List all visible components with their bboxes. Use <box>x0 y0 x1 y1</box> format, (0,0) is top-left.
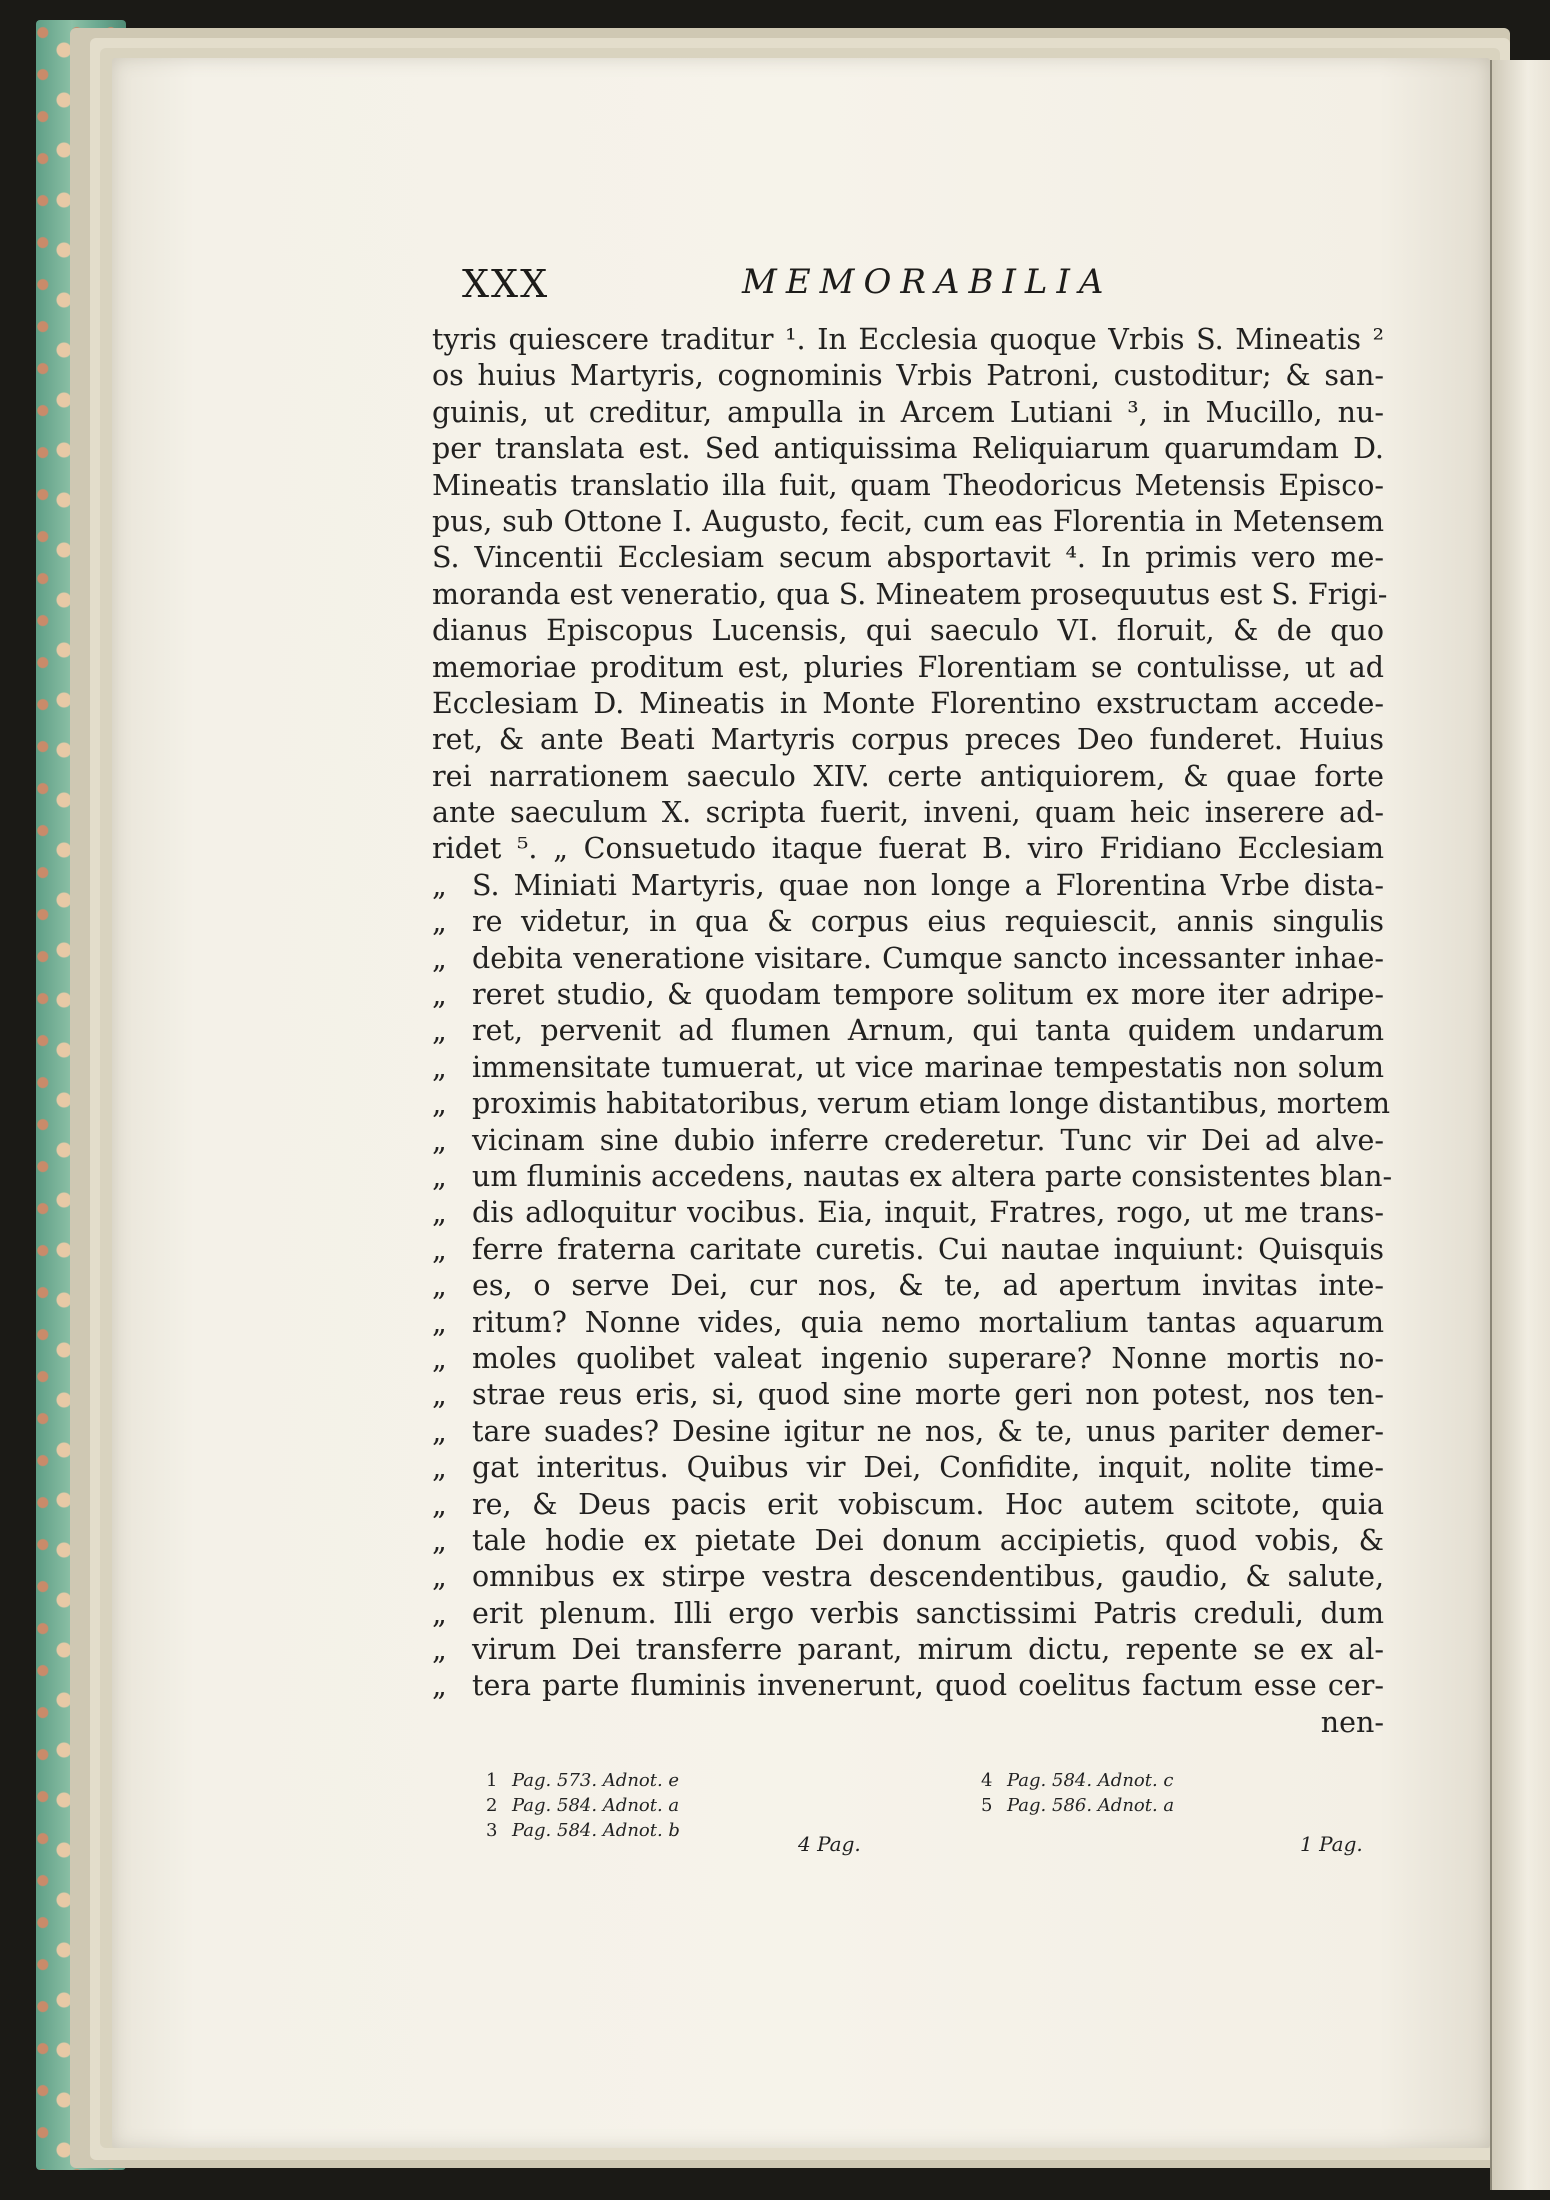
text-line-content: omnibus ex stirpe vestra descendentibus, gaudio, & salute, <box>472 1560 1384 1594</box>
footnote <box>486 1795 906 1820</box>
text-line <box>432 1668 1384 1704</box>
text-line-content: pus, sub Ottone I. Augusto, fecit, cum eas Florentia in Metensem <box>432 504 1384 538</box>
text-line-content: tale hodie ex pietate Dei donum accipietis, quod vobis, & <box>472 1523 1384 1557</box>
text-line <box>432 977 1384 1013</box>
text-line <box>432 1123 1384 1159</box>
text-line-content: ritum? Nonne vides, quia nemo mortalium tantas aquarum <box>472 1305 1384 1339</box>
footnote <box>486 1770 906 1795</box>
text-line-content: tare suades? Desine igitur ne nos, & te, unus pariter demer- <box>472 1414 1384 1448</box>
footnote-text: Pag. 584. Adnot. c <box>1007 1770 1174 1791</box>
text-line-content: S. Vincentii Ecclesiam secum absportavit ⁴. In primis vero me- <box>432 541 1384 575</box>
text-line <box>432 868 1384 904</box>
text-line <box>432 1050 1384 1086</box>
text-line-content: dis adloquitur vocibus. Eia, inquit, Fratres, rogo, ut me trans- <box>472 1196 1384 1230</box>
quotation-mark: „ <box>432 1669 447 1703</box>
footnotes-right-column <box>981 1770 1401 1820</box>
text-line <box>432 1487 1384 1523</box>
quotation-mark: „ <box>432 1378 447 1412</box>
text-line <box>432 1086 1391 1122</box>
text-line-content: immensitate tumuerat, ut vice marinae tempestatis non solum <box>472 1050 1384 1084</box>
text-line-content: rei narrationem saeculo XIV. certe antiquiorem, & quae forte <box>432 759 1384 793</box>
quotation-mark: „ <box>432 905 447 939</box>
text-line-content: tera parte fluminis invenerunt, quod coelitus factum esse cer- <box>472 1669 1384 1703</box>
footnote <box>981 1770 1401 1795</box>
text-line-content: ridet ⁵. „ Consuetudo itaque fuerat B. viro Fridiano Ecclesiam <box>432 832 1384 866</box>
quotation-mark: „ <box>432 868 447 902</box>
quotation-mark: „ <box>432 941 447 975</box>
text-line-content: moles quolibet valeat ingenio superare? Nonne mortis no- <box>472 1341 1384 1375</box>
text-line-content: re, & Deus pacis erit vobiscum. Hoc autem scitote, quia <box>472 1487 1384 1521</box>
text-line <box>432 941 1384 977</box>
quotation-mark: „ <box>432 1232 447 1266</box>
footnote <box>981 1795 1401 1820</box>
text-line <box>432 904 1384 940</box>
text-line-content: Mineatis translatio illa fuit, quam Theodoricus Metensis Episco- <box>432 468 1384 502</box>
text-line <box>432 1341 1384 1377</box>
quotation-mark: „ <box>432 1305 447 1339</box>
text-line <box>432 1559 1384 1595</box>
quotation-mark: „ <box>432 1196 447 1230</box>
text-line <box>432 431 1384 467</box>
footnote-text: Pag. 573. Adnot. e <box>512 1770 680 1791</box>
footnote-text: Pag. 584. Adnot. a <box>512 1795 680 1816</box>
text-line-content: os huius Martyris, cognominis Vrbis Patroni, custoditur; & san- <box>432 359 1384 393</box>
text-line-content: moranda est veneratio, qua S. Mineatem prosequutus est S. Frigi- <box>432 577 1388 611</box>
text-line-content: guinis, ut creditur, ampulla in Arcem Lutiani ³, in Mucillo, nu- <box>432 395 1384 429</box>
text-line-content: ret, & ante Beati Martyris corpus preces Deo funderet. Huius <box>432 723 1384 757</box>
text-line-content: virum Dei transferre parant, mirum dictu, repente se ex al- <box>472 1633 1384 1667</box>
text-line-content: ferre fraterna caritate curetis. Cui nautae inquiunt: Quisquis <box>472 1232 1384 1266</box>
text-line <box>432 759 1384 795</box>
text-line-content: per translata est. Sed antiquissima Reliquiarum quarumdam D. <box>432 432 1384 466</box>
signature-mark: 1 Pag. <box>1300 1832 1363 1856</box>
text-line <box>432 1305 1384 1341</box>
footnote-number: 2 <box>486 1795 498 1816</box>
quotation-mark: „ <box>432 1451 447 1485</box>
footnotes <box>486 1770 1376 1880</box>
text-line-content: dianus Episcopus Lucensis, qui saeculo VI. floruit, & de quo <box>432 614 1384 648</box>
text-line <box>432 1377 1384 1413</box>
quotation-mark: „ <box>432 1596 447 1630</box>
quotation-mark: „ <box>432 1050 447 1084</box>
text-line-content: um fluminis accedens, nautas ex altera parte consistentes blan- <box>472 1159 1393 1193</box>
text-line <box>432 1159 1393 1195</box>
footnote-text: Pag. 584. Adnot. b <box>512 1820 680 1841</box>
footnote-text: Pag. 586. Adnot. a <box>1007 1795 1175 1816</box>
text-line <box>432 686 1384 722</box>
text-line <box>432 1450 1384 1486</box>
text-line <box>432 831 1384 867</box>
text-line-content: tyris quiescere traditur ¹. In Ecclesia quoque Vrbis S. Mineatis ² <box>432 323 1384 356</box>
text-line-content: erit plenum. Illi ergo verbis sanctissimi Patris creduli, dum <box>472 1596 1384 1630</box>
text-line <box>432 1195 1384 1231</box>
text-line-content: ret, pervenit ad flumen Arnum, qui tanta quidem undarum <box>472 1014 1384 1048</box>
text-line <box>432 1013 1384 1049</box>
text-line <box>432 1232 1384 1268</box>
footnote-number: 1 <box>486 1770 498 1791</box>
quotation-mark: „ <box>432 1123 447 1157</box>
quotation-mark: „ <box>432 978 447 1012</box>
body-text <box>432 322 1393 1741</box>
text-line <box>432 577 1388 613</box>
quotation-mark: „ <box>432 1487 447 1521</box>
text-line-content: memoriae proditum est, pluries Florentiam se contulisse, ut ad <box>432 650 1384 684</box>
text-line-content: gat interitus. Quibus vir Dei, Confidite, inquit, nolite time- <box>472 1451 1384 1485</box>
facing-page-edge <box>1490 60 1550 2190</box>
text-line-content: strae reus eris, si, quod sine morte geri non potest, nos ten- <box>472 1378 1384 1412</box>
text-line <box>432 395 1384 431</box>
text-line <box>432 650 1384 686</box>
text-line <box>432 722 1384 758</box>
text-line <box>432 504 1384 540</box>
quotation-mark: „ <box>432 1087 447 1121</box>
footnote-number: 3 <box>486 1820 498 1841</box>
running-title: MEMORABILIA <box>742 262 1113 302</box>
page-header <box>462 262 1382 308</box>
text-line <box>432 322 1384 358</box>
text-line-content: re videtur, in qua & corpus eius requiescit, annis singulis <box>472 905 1384 939</box>
text-line <box>432 613 1384 649</box>
footnote-number: 5 <box>981 1795 993 1816</box>
text-line-content: Ecclesiam D. Mineatis in Monte Florentino exstructam accede- <box>432 686 1384 720</box>
text-line <box>432 1632 1384 1668</box>
text-line-content: S. Miniati Martyris, quae non longe a Florentina Vrbe dista- <box>472 868 1384 902</box>
text-line-content: vicinam sine dubio inferre crederetur. Tunc vir Dei ad alve- <box>472 1123 1384 1157</box>
text-line <box>432 1596 1384 1632</box>
folio-number: XXX <box>462 262 550 306</box>
text-line <box>432 1523 1384 1559</box>
text-line <box>432 795 1384 831</box>
signature-mark: 4 Pag. <box>798 1832 861 1856</box>
text-line <box>432 358 1384 394</box>
quotation-mark: „ <box>432 1633 447 1667</box>
text-line <box>432 540 1384 576</box>
text-line <box>432 1414 1384 1450</box>
catchword-line <box>432 1705 1384 1741</box>
quotation-mark: „ <box>432 1159 447 1193</box>
quotation-mark: „ <box>432 1014 447 1048</box>
quotation-mark: „ <box>432 1560 447 1594</box>
text-line-content: reret studio, & quodam tempore solitum ex more iter adripe- <box>472 978 1384 1012</box>
text-line-content: debita veneratione visitare. Cumque sancto incessanter inhae- <box>472 941 1384 975</box>
text-line-content: es, o serve Dei, cur nos, & te, ad apertum invitas inte- <box>472 1269 1384 1303</box>
quotation-mark: „ <box>432 1523 447 1557</box>
text-line <box>432 1268 1384 1304</box>
quotation-mark: „ <box>432 1341 447 1375</box>
text-line-content: proximis habitatoribus, verum etiam longe distantibus, mortem <box>472 1087 1391 1121</box>
text-line <box>432 468 1384 504</box>
quotation-mark: „ <box>432 1414 447 1448</box>
footnote-number: 4 <box>981 1770 993 1791</box>
quotation-mark: „ <box>432 1269 447 1303</box>
catchword: nen- <box>1320 1705 1384 1739</box>
text-line-content: ante saeculum X. scripta fuerit, inveni, quam heic inserere ad- <box>432 796 1384 830</box>
